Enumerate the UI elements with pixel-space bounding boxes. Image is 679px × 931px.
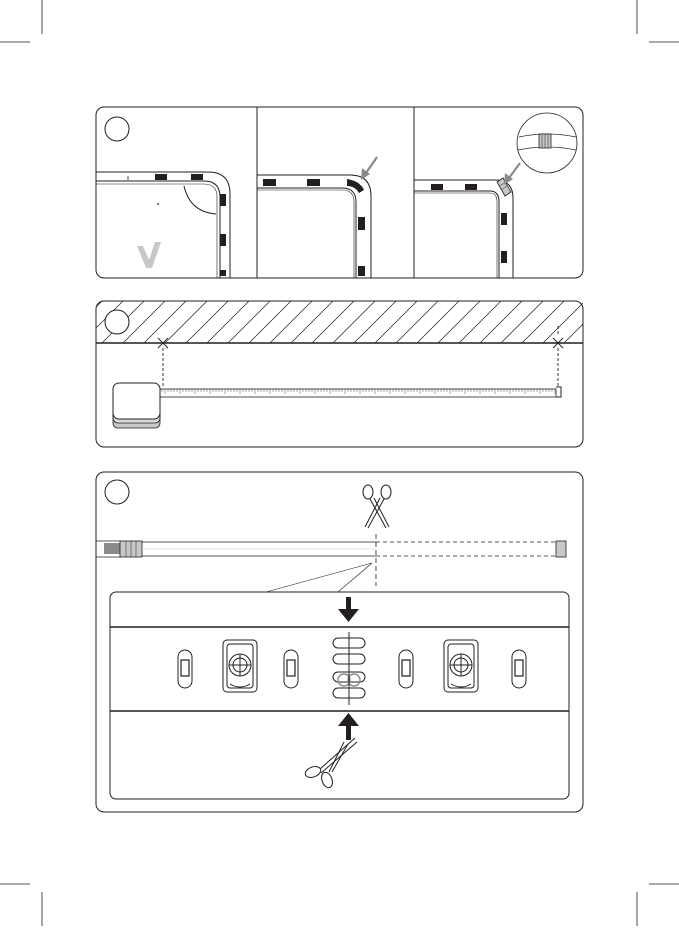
resistor-icon [284, 650, 298, 688]
measure-mark-right [553, 326, 563, 386]
arrow-down-icon [338, 597, 359, 622]
step-3-panel [96, 472, 583, 812]
step-2-panel [60, 301, 669, 447]
wall-hatch [60, 301, 669, 343]
corner-sub-panel-a [96, 172, 230, 278]
corner-sub-panel-c [414, 113, 577, 278]
cut-pads [333, 632, 365, 705]
cut-detail-zoom [110, 592, 569, 799]
led-chip-icon [223, 640, 257, 692]
scissors-icon [304, 738, 357, 789]
arrow-icon [361, 157, 377, 180]
resistor-icon [512, 650, 526, 688]
scissors-icon [363, 485, 391, 528]
step-3-number-circle [105, 480, 129, 504]
measure-mark-left [158, 338, 168, 388]
resistor-icon [399, 650, 413, 688]
check-mark-icon [137, 242, 161, 268]
resistor-icon [178, 650, 192, 688]
tape-measure-icon [113, 383, 561, 428]
led-strip [96, 534, 566, 592]
arrow-up-icon [338, 713, 359, 740]
step-1-number-circle [105, 117, 129, 141]
step-2-number-circle [105, 310, 129, 334]
corner-sub-panel-b [257, 157, 377, 278]
connector-zoom-detail [517, 113, 577, 173]
led-chip-icon [444, 640, 478, 692]
arrow-icon [504, 163, 520, 185]
step-1-panel [96, 107, 583, 278]
